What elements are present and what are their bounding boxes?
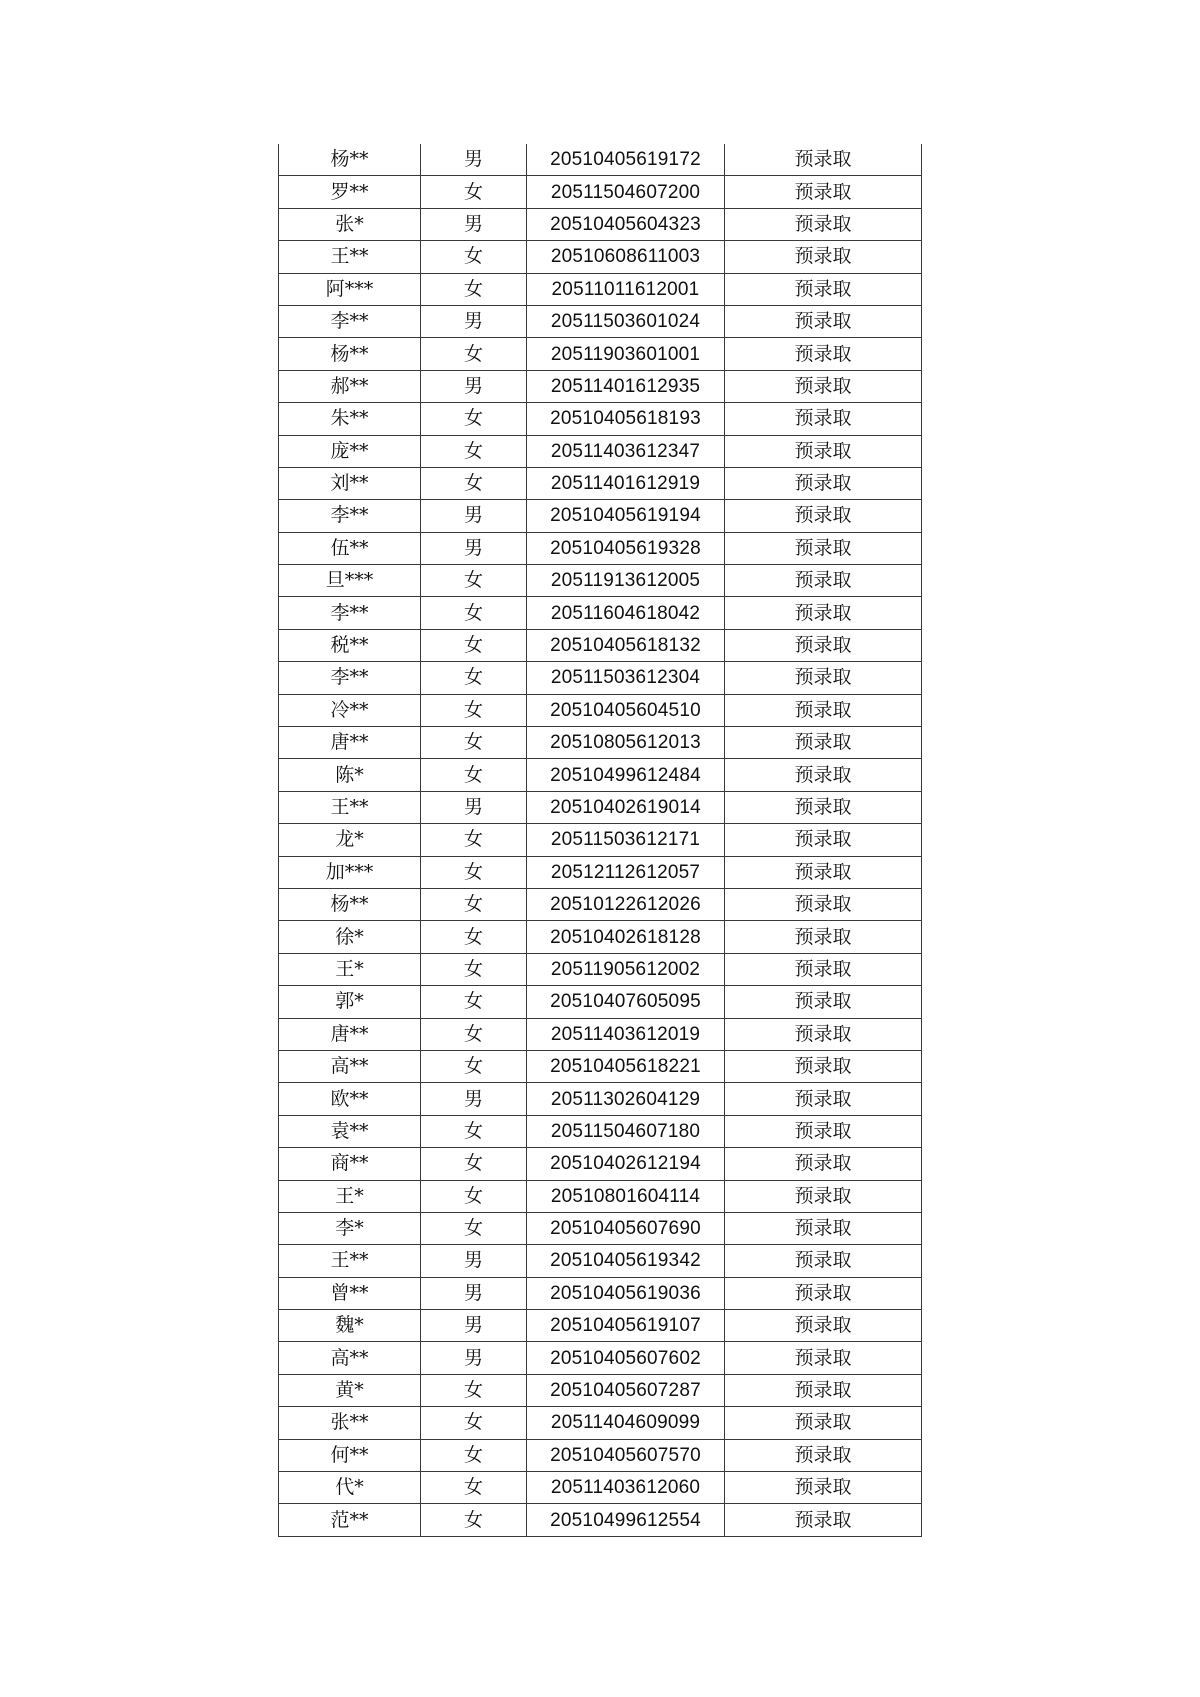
table-row bbox=[279, 273, 922, 305]
admission-status-cell: 预录取 bbox=[725, 565, 922, 597]
student-name-cell: 李* bbox=[279, 1212, 421, 1244]
table-row bbox=[279, 888, 922, 920]
admission-status-cell: 预录取 bbox=[725, 1472, 922, 1504]
table-row bbox=[279, 208, 922, 240]
exam-number-cell: 20510405619172 bbox=[527, 144, 725, 176]
student-name-cell: 代* bbox=[279, 1472, 421, 1504]
admission-status-cell: 预录取 bbox=[725, 629, 922, 661]
admission-status-cell: 预录取 bbox=[725, 1439, 922, 1471]
gender-cell: 女 bbox=[421, 1472, 527, 1504]
gender-cell: 女 bbox=[421, 1050, 527, 1082]
exam-number-cell: 20510405604510 bbox=[527, 694, 725, 726]
table-row bbox=[279, 1407, 922, 1439]
admission-status-cell: 预录取 bbox=[725, 986, 922, 1018]
gender-cell: 女 bbox=[421, 1504, 527, 1536]
gender-cell: 女 bbox=[421, 273, 527, 305]
gender-cell: 女 bbox=[421, 629, 527, 661]
exam-number-cell: 20510499612554 bbox=[527, 1504, 725, 1536]
gender-cell: 女 bbox=[421, 1439, 527, 1471]
student-name-cell: 旦*** bbox=[279, 565, 421, 597]
exam-number-cell: 20511403612347 bbox=[527, 435, 725, 467]
gender-cell: 女 bbox=[421, 1115, 527, 1147]
gender-cell: 女 bbox=[421, 597, 527, 629]
table-row bbox=[279, 1504, 922, 1536]
admission-status-cell: 预录取 bbox=[725, 1504, 922, 1536]
exam-number-cell: 20511403612019 bbox=[527, 1018, 725, 1050]
admission-status-cell: 预录取 bbox=[725, 856, 922, 888]
student-name-cell: 王** bbox=[279, 791, 421, 823]
exam-number-cell: 20512112612057 bbox=[527, 856, 725, 888]
admission-status-cell: 预录取 bbox=[725, 1115, 922, 1147]
table-row bbox=[279, 370, 922, 402]
student-name-cell: 杨** bbox=[279, 338, 421, 370]
table-row bbox=[279, 1148, 922, 1180]
student-name-cell: 张* bbox=[279, 208, 421, 240]
student-name-cell: 王** bbox=[279, 241, 421, 273]
gender-cell: 男 bbox=[421, 144, 527, 176]
table-row bbox=[279, 1018, 922, 1050]
table-row bbox=[279, 856, 922, 888]
student-name-cell: 王* bbox=[279, 1180, 421, 1212]
gender-cell: 女 bbox=[421, 467, 527, 499]
gender-cell: 女 bbox=[421, 662, 527, 694]
table-row bbox=[279, 435, 922, 467]
gender-cell: 女 bbox=[421, 856, 527, 888]
gender-cell: 男 bbox=[421, 1083, 527, 1115]
student-name-cell: 李** bbox=[279, 500, 421, 532]
exam-number-cell: 20510402618128 bbox=[527, 921, 725, 953]
admission-status-cell: 预录取 bbox=[725, 403, 922, 435]
table-row bbox=[279, 597, 922, 629]
table-row bbox=[279, 1439, 922, 1471]
exam-number-cell: 20510405619194 bbox=[527, 500, 725, 532]
exam-number-cell: 20510405607287 bbox=[527, 1374, 725, 1406]
gender-cell: 女 bbox=[421, 176, 527, 208]
gender-cell: 女 bbox=[421, 1374, 527, 1406]
exam-number-cell: 20511503612171 bbox=[527, 824, 725, 856]
student-name-cell: 黄* bbox=[279, 1374, 421, 1406]
admission-status-cell: 预录取 bbox=[725, 1018, 922, 1050]
admission-status-cell: 预录取 bbox=[725, 500, 922, 532]
gender-cell: 男 bbox=[421, 208, 527, 240]
gender-cell: 男 bbox=[421, 1342, 527, 1374]
exam-number-cell: 20510805612013 bbox=[527, 727, 725, 759]
student-name-cell: 陈* bbox=[279, 759, 421, 791]
student-name-cell: 徐* bbox=[279, 921, 421, 953]
table-row bbox=[279, 824, 922, 856]
student-name-cell: 张** bbox=[279, 1407, 421, 1439]
admission-status-cell: 预录取 bbox=[725, 921, 922, 953]
exam-number-cell: 20510402619014 bbox=[527, 791, 725, 823]
table-row bbox=[279, 759, 922, 791]
table-row bbox=[279, 694, 922, 726]
admission-status-cell: 预录取 bbox=[725, 1212, 922, 1244]
admission-status-cell: 预录取 bbox=[725, 467, 922, 499]
exam-number-cell: 20511403612060 bbox=[527, 1472, 725, 1504]
exam-number-cell: 20510608611003 bbox=[527, 241, 725, 273]
student-name-cell: 欧** bbox=[279, 1083, 421, 1115]
table-row bbox=[279, 1115, 922, 1147]
table-row bbox=[279, 1180, 922, 1212]
exam-number-cell: 20511503601024 bbox=[527, 305, 725, 337]
student-name-cell: 高** bbox=[279, 1342, 421, 1374]
admission-status-cell: 预录取 bbox=[725, 727, 922, 759]
table-row bbox=[279, 305, 922, 337]
student-name-cell: 魏* bbox=[279, 1310, 421, 1342]
exam-number-cell: 20511401612935 bbox=[527, 370, 725, 402]
exam-number-cell: 20510405607690 bbox=[527, 1212, 725, 1244]
table-row bbox=[279, 662, 922, 694]
admission-status-cell: 预录取 bbox=[725, 888, 922, 920]
admission-status-cell: 预录取 bbox=[725, 208, 922, 240]
gender-cell: 男 bbox=[421, 532, 527, 564]
gender-cell: 女 bbox=[421, 338, 527, 370]
table-row bbox=[279, 1310, 922, 1342]
admission-status-cell: 预录取 bbox=[725, 791, 922, 823]
admission-status-cell: 预录取 bbox=[725, 1374, 922, 1406]
exam-number-cell: 20510407605095 bbox=[527, 986, 725, 1018]
table-row bbox=[279, 144, 922, 176]
admission-status-cell: 预录取 bbox=[725, 1180, 922, 1212]
admission-status-cell: 预录取 bbox=[725, 694, 922, 726]
table-row bbox=[279, 986, 922, 1018]
gender-cell: 女 bbox=[421, 727, 527, 759]
gender-cell: 女 bbox=[421, 1180, 527, 1212]
table-row bbox=[279, 403, 922, 435]
exam-number-cell: 20511404609099 bbox=[527, 1407, 725, 1439]
student-name-cell: 郭* bbox=[279, 986, 421, 1018]
exam-number-cell: 20511401612919 bbox=[527, 467, 725, 499]
gender-cell: 女 bbox=[421, 888, 527, 920]
gender-cell: 女 bbox=[421, 953, 527, 985]
admission-status-cell: 预录取 bbox=[725, 305, 922, 337]
gender-cell: 男 bbox=[421, 1277, 527, 1309]
student-name-cell: 李** bbox=[279, 597, 421, 629]
student-name-cell: 商** bbox=[279, 1148, 421, 1180]
student-name-cell: 庞** bbox=[279, 435, 421, 467]
gender-cell: 女 bbox=[421, 824, 527, 856]
gender-cell: 女 bbox=[421, 1018, 527, 1050]
exam-number-cell: 20510405619036 bbox=[527, 1277, 725, 1309]
table-row bbox=[279, 467, 922, 499]
admission-status-cell: 预录取 bbox=[725, 597, 922, 629]
admission-table-body bbox=[279, 144, 922, 1536]
admission-status-cell: 预录取 bbox=[725, 144, 922, 176]
admission-status-cell: 预录取 bbox=[725, 759, 922, 791]
exam-number-cell: 20510402612194 bbox=[527, 1148, 725, 1180]
exam-number-cell: 20511504607180 bbox=[527, 1115, 725, 1147]
student-name-cell: 王* bbox=[279, 953, 421, 985]
gender-cell: 男 bbox=[421, 791, 527, 823]
admission-status-cell: 预录取 bbox=[725, 953, 922, 985]
table-row bbox=[279, 1212, 922, 1244]
table-row bbox=[279, 629, 922, 661]
gender-cell: 女 bbox=[421, 694, 527, 726]
gender-cell: 女 bbox=[421, 241, 527, 273]
student-name-cell: 杨** bbox=[279, 888, 421, 920]
table-row bbox=[279, 727, 922, 759]
exam-number-cell: 20511905612002 bbox=[527, 953, 725, 985]
admission-status-cell: 预录取 bbox=[725, 273, 922, 305]
gender-cell: 男 bbox=[421, 305, 527, 337]
table-row bbox=[279, 1374, 922, 1406]
admission-status-cell: 预录取 bbox=[725, 176, 922, 208]
student-name-cell: 罗** bbox=[279, 176, 421, 208]
exam-number-cell: 20511011612001 bbox=[527, 273, 725, 305]
gender-cell: 女 bbox=[421, 986, 527, 1018]
admission-status-cell: 预录取 bbox=[725, 1407, 922, 1439]
student-name-cell: 袁** bbox=[279, 1115, 421, 1147]
table-row bbox=[279, 565, 922, 597]
student-name-cell: 唐** bbox=[279, 727, 421, 759]
student-name-cell: 王** bbox=[279, 1245, 421, 1277]
table-row bbox=[279, 241, 922, 273]
student-name-cell: 冷** bbox=[279, 694, 421, 726]
table-row bbox=[279, 1245, 922, 1277]
table-row bbox=[279, 500, 922, 532]
admission-status-cell: 预录取 bbox=[725, 370, 922, 402]
gender-cell: 男 bbox=[421, 1245, 527, 1277]
admission-status-cell: 预录取 bbox=[725, 241, 922, 273]
student-name-cell: 曾** bbox=[279, 1277, 421, 1309]
admission-status-cell: 预录取 bbox=[725, 435, 922, 467]
table-row bbox=[279, 532, 922, 564]
student-name-cell: 李** bbox=[279, 662, 421, 694]
gender-cell: 女 bbox=[421, 403, 527, 435]
exam-number-cell: 20510405618132 bbox=[527, 629, 725, 661]
student-name-cell: 郝** bbox=[279, 370, 421, 402]
exam-number-cell: 20511903601001 bbox=[527, 338, 725, 370]
gender-cell: 女 bbox=[421, 759, 527, 791]
admission-status-cell: 预录取 bbox=[725, 1083, 922, 1115]
admission-status-cell: 预录取 bbox=[725, 1050, 922, 1082]
student-name-cell: 李** bbox=[279, 305, 421, 337]
table-row bbox=[279, 1083, 922, 1115]
admission-status-cell: 预录取 bbox=[725, 1310, 922, 1342]
student-name-cell: 阿*** bbox=[279, 273, 421, 305]
exam-number-cell: 20510122612026 bbox=[527, 888, 725, 920]
exam-number-cell: 20511913612005 bbox=[527, 565, 725, 597]
admission-status-cell: 预录取 bbox=[725, 1342, 922, 1374]
exam-number-cell: 20511302604129 bbox=[527, 1083, 725, 1115]
gender-cell: 女 bbox=[421, 435, 527, 467]
student-name-cell: 税** bbox=[279, 629, 421, 661]
gender-cell: 女 bbox=[421, 1212, 527, 1244]
gender-cell: 男 bbox=[421, 1310, 527, 1342]
table-row bbox=[279, 791, 922, 823]
gender-cell: 男 bbox=[421, 500, 527, 532]
gender-cell: 女 bbox=[421, 921, 527, 953]
student-name-cell: 朱** bbox=[279, 403, 421, 435]
table-row bbox=[279, 1050, 922, 1082]
table-row bbox=[279, 1472, 922, 1504]
admission-status-cell: 预录取 bbox=[725, 1277, 922, 1309]
gender-cell: 女 bbox=[421, 1148, 527, 1180]
gender-cell: 女 bbox=[421, 1407, 527, 1439]
student-name-cell: 范** bbox=[279, 1504, 421, 1536]
table-row bbox=[279, 176, 922, 208]
student-name-cell: 唐** bbox=[279, 1018, 421, 1050]
admission-table bbox=[278, 144, 922, 1537]
student-name-cell: 何** bbox=[279, 1439, 421, 1471]
exam-number-cell: 20510405618193 bbox=[527, 403, 725, 435]
exam-number-cell: 20510499612484 bbox=[527, 759, 725, 791]
student-name-cell: 伍** bbox=[279, 532, 421, 564]
exam-number-cell: 20510405607602 bbox=[527, 1342, 725, 1374]
exam-number-cell: 20510405619328 bbox=[527, 532, 725, 564]
admission-status-cell: 预录取 bbox=[725, 1148, 922, 1180]
table-row bbox=[279, 338, 922, 370]
admission-list-sheet bbox=[278, 144, 921, 1537]
exam-number-cell: 20510801604114 bbox=[527, 1180, 725, 1212]
exam-number-cell: 20511503612304 bbox=[527, 662, 725, 694]
exam-number-cell: 20511504607200 bbox=[527, 176, 725, 208]
student-name-cell: 刘** bbox=[279, 467, 421, 499]
admission-status-cell: 预录取 bbox=[725, 338, 922, 370]
student-name-cell: 高** bbox=[279, 1050, 421, 1082]
student-name-cell: 加*** bbox=[279, 856, 421, 888]
exam-number-cell: 20510405619107 bbox=[527, 1310, 725, 1342]
table-row bbox=[279, 1277, 922, 1309]
exam-number-cell: 20511604618042 bbox=[527, 597, 725, 629]
admission-status-cell: 预录取 bbox=[725, 1245, 922, 1277]
gender-cell: 男 bbox=[421, 370, 527, 402]
exam-number-cell: 20510405607570 bbox=[527, 1439, 725, 1471]
admission-status-cell: 预录取 bbox=[725, 532, 922, 564]
exam-number-cell: 20510405604323 bbox=[527, 208, 725, 240]
admission-status-cell: 预录取 bbox=[725, 824, 922, 856]
gender-cell: 女 bbox=[421, 565, 527, 597]
student-name-cell: 杨** bbox=[279, 144, 421, 176]
exam-number-cell: 20510405619342 bbox=[527, 1245, 725, 1277]
table-row bbox=[279, 921, 922, 953]
admission-status-cell: 预录取 bbox=[725, 662, 922, 694]
exam-number-cell: 20510405618221 bbox=[527, 1050, 725, 1082]
table-row bbox=[279, 1342, 922, 1374]
table-row bbox=[279, 953, 922, 985]
student-name-cell: 龙* bbox=[279, 824, 421, 856]
